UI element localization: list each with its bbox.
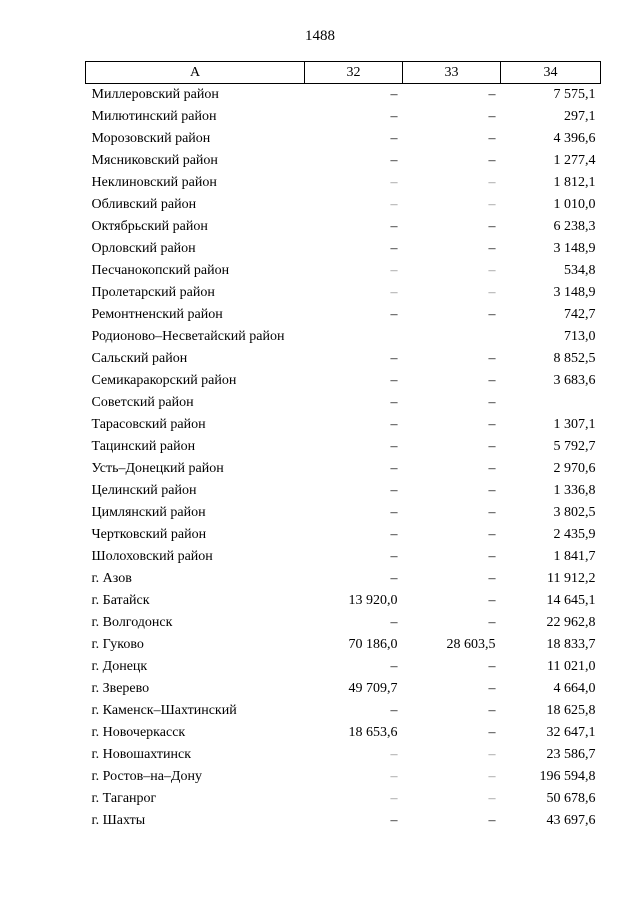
row-value-32-cell: –: [390, 747, 398, 762]
row-value-32-cell: 18 653,6: [348, 725, 398, 740]
row-name-cell: г. Азов: [91, 571, 132, 586]
row-name-cell: г. Ростов–на–Дону: [91, 769, 202, 784]
table-row: [86, 172, 601, 194]
data-table: [85, 61, 601, 832]
row-name-cell: г. Новошахтинск: [91, 747, 192, 762]
row-value-32-cell: –: [390, 351, 398, 366]
table-row: [86, 722, 601, 744]
row-name-cell: г. Новочеркасск: [91, 725, 186, 740]
row-name-cell: г. Зверево: [91, 681, 150, 696]
row-value-34-cell: 3 683,6: [553, 373, 596, 388]
row-value-34-cell: 4 664,0: [553, 681, 596, 696]
row-name-cell: г. Донецк: [91, 659, 148, 674]
row-value-32-cell: –: [390, 791, 398, 806]
row-value-34-cell: 4 396,6: [553, 131, 596, 146]
table-row: [86, 700, 601, 722]
row-name-cell: Милютинский район: [91, 109, 217, 124]
row-value-34-cell: 1 307,1: [553, 417, 596, 432]
row-value-34-cell: 2 435,9: [553, 527, 596, 542]
row-value-33-cell: –: [488, 263, 496, 278]
row-name-cell: Морозовский район: [91, 131, 211, 146]
row-value-33-cell: –: [488, 681, 496, 696]
row-value-34-cell: 1 841,7: [553, 549, 596, 564]
row-value-34-cell: 2 970,6: [553, 461, 596, 476]
row-value-34-cell: 742,7: [564, 307, 596, 322]
column-header-34: 34: [501, 62, 601, 84]
row-name-cell: Мясниковский район: [91, 153, 218, 168]
row-value-32-cell: 13 920,0: [348, 593, 398, 608]
row-value-33-cell: –: [488, 791, 496, 806]
row-name-cell: г. Волгодонск: [91, 615, 173, 630]
table-row: [86, 304, 601, 326]
row-value-34-cell: 3 802,5: [553, 505, 596, 520]
row-value-33-cell: –: [488, 769, 496, 784]
column-header-33: 33: [403, 62, 501, 84]
row-value-34-cell: 18 833,7: [546, 637, 596, 652]
table-row: [86, 634, 601, 656]
table-row: [86, 546, 601, 568]
row-value-34-cell: 5 792,7: [553, 439, 596, 454]
row-name-cell: Усть–Донецкий район: [91, 461, 224, 476]
row-value-32-cell: –: [390, 527, 398, 542]
row-value-32-cell: –: [390, 131, 398, 146]
table-header-row: [86, 62, 601, 84]
table-row: [86, 84, 601, 107]
row-name-cell: Советский район: [91, 395, 194, 410]
row-value-33-cell: –: [488, 527, 496, 542]
row-value-34-cell: 32 647,1: [546, 725, 596, 740]
table-body: [86, 84, 601, 833]
row-value-34-cell: 1 812,1: [553, 175, 596, 190]
table-row: [86, 238, 601, 260]
table-row: [86, 590, 601, 612]
row-value-33-cell: –: [488, 153, 496, 168]
row-name-cell: Миллеровский район: [91, 87, 219, 102]
row-value-33-cell: –: [488, 483, 496, 498]
row-value-33-cell: –: [488, 659, 496, 674]
row-value-32-cell: –: [390, 395, 398, 410]
row-value-34-cell: 3 148,9: [553, 241, 596, 256]
row-value-33-cell: [403, 326, 501, 348]
row-value-32-cell: –: [390, 769, 398, 784]
row-value-32-cell: –: [390, 659, 398, 674]
row-value-33-cell: –: [488, 109, 496, 124]
column-header-32: 32: [305, 62, 403, 84]
row-name-cell: Тарасовский район: [91, 417, 206, 432]
table-row: [86, 348, 601, 370]
row-value-33-cell: –: [488, 307, 496, 322]
row-value-32-cell: –: [390, 813, 398, 828]
row-value-32-cell: –: [390, 109, 398, 124]
column-header-a: А: [86, 62, 305, 84]
row-value-33-cell: –: [488, 461, 496, 476]
row-value-33-cell: –: [488, 87, 496, 102]
row-name-cell: Семикаракорский район: [91, 373, 237, 388]
row-value-33-cell: –: [488, 351, 496, 366]
table-row: [86, 656, 601, 678]
table-row: [86, 106, 601, 128]
table-row: [86, 458, 601, 480]
row-value-34-cell: 11 912,2: [547, 571, 596, 586]
row-value-33-cell: –: [488, 505, 496, 520]
row-value-33-cell: –: [488, 219, 496, 234]
row-value-34-cell: 23 586,7: [546, 747, 596, 762]
table-row: [86, 766, 601, 788]
row-name-cell: Чертковский район: [91, 527, 207, 542]
row-value-32-cell: 49 709,7: [348, 681, 398, 696]
table-row: [86, 370, 601, 392]
row-value-32-cell: –: [390, 87, 398, 102]
row-value-33-cell: –: [488, 131, 496, 146]
row-value-33-cell: –: [488, 813, 496, 828]
row-name-cell: Тацинский район: [91, 439, 196, 454]
row-value-32-cell: –: [390, 219, 398, 234]
row-value-34-cell: [501, 392, 601, 414]
row-value-32-cell: 70 186,0: [348, 637, 398, 652]
row-name-cell: Шолоховский район: [91, 549, 213, 564]
table-row: [86, 436, 601, 458]
table-row: [86, 524, 601, 546]
row-value-33-cell: –: [488, 285, 496, 300]
row-name-cell: Ремонтненский район: [91, 307, 223, 322]
row-value-34-cell: 14 645,1: [546, 593, 596, 608]
row-value-34-cell: 196 594,8: [539, 769, 596, 784]
row-value-33-cell: –: [488, 615, 496, 630]
row-name-cell: г. Батайск: [91, 593, 150, 608]
row-value-32-cell: –: [390, 373, 398, 388]
row-value-32-cell: –: [390, 505, 398, 520]
row-value-34-cell: 7 575,1: [553, 87, 596, 102]
row-value-33-cell: –: [488, 571, 496, 586]
row-value-33-cell: –: [488, 197, 496, 212]
row-value-34-cell: 11 021,0: [547, 659, 596, 674]
row-name-cell: г. Гуково: [91, 637, 144, 652]
table-row: [86, 568, 601, 590]
row-value-32-cell: –: [390, 549, 398, 564]
row-value-32-cell: –: [390, 285, 398, 300]
row-value-34-cell: 3 148,9: [553, 285, 596, 300]
row-value-32-cell: –: [390, 461, 398, 476]
row-name-cell: г. Шахты: [91, 813, 146, 828]
row-name-cell: г. Таганрог: [91, 791, 157, 806]
row-name-cell: Обливский район: [91, 197, 197, 212]
row-value-33-cell: –: [488, 593, 496, 608]
table-row: [86, 810, 601, 832]
row-name-cell: Цимлянский район: [91, 505, 206, 520]
row-value-32-cell: –: [390, 263, 398, 278]
table-row: [86, 128, 601, 150]
row-value-33-cell: –: [488, 373, 496, 388]
row-value-32-cell: –: [390, 197, 398, 212]
table-row: [86, 194, 601, 216]
table-row: [86, 788, 601, 810]
row-value-34-cell: 1 336,8: [553, 483, 596, 498]
row-value-33-cell: –: [488, 703, 496, 718]
row-value-34-cell: 18 625,8: [546, 703, 596, 718]
row-value-34-cell: 1 277,4: [553, 153, 596, 168]
table-row: [86, 260, 601, 282]
table-row: [86, 414, 601, 436]
row-value-34-cell: 50 678,6: [546, 791, 596, 806]
row-name-cell: Орловский район: [91, 241, 196, 256]
row-value-34-cell: 534,8: [564, 263, 596, 278]
row-name-cell: Целинский район: [91, 483, 197, 498]
row-value-34-cell: 713,0: [564, 329, 596, 344]
row-name-cell: Песчанокопский район: [91, 263, 230, 278]
row-value-34-cell: 297,1: [564, 109, 596, 124]
row-value-33-cell: –: [488, 241, 496, 256]
row-value-34-cell: 1 010,0: [553, 197, 596, 212]
table-row: [86, 744, 601, 766]
row-value-32-cell: –: [390, 703, 398, 718]
table-row: [86, 326, 601, 348]
row-value-32-cell: –: [390, 483, 398, 498]
row-name-cell: Сальский район: [91, 351, 188, 366]
table-row: [86, 150, 601, 172]
table-row: [86, 480, 601, 502]
row-value-33-cell: –: [488, 747, 496, 762]
table-row: [86, 612, 601, 634]
table-row: [86, 216, 601, 238]
row-value-33-cell: 28 603,5: [446, 637, 496, 652]
row-name-cell: Пролетарский район: [91, 285, 215, 300]
row-value-33-cell: –: [488, 439, 496, 454]
table-row: [86, 282, 601, 304]
table-row: [86, 392, 601, 414]
row-value-33-cell: –: [488, 417, 496, 432]
row-value-32-cell: –: [390, 241, 398, 256]
row-value-33-cell: –: [488, 549, 496, 564]
row-value-32-cell: [305, 326, 403, 348]
row-value-32-cell: –: [390, 571, 398, 586]
row-name-cell: Родионово–Несветайский район: [91, 329, 285, 344]
row-value-33-cell: –: [488, 175, 496, 190]
table-row: [86, 678, 601, 700]
row-value-34-cell: 43 697,6: [546, 813, 596, 828]
row-value-32-cell: –: [390, 439, 398, 454]
row-value-32-cell: –: [390, 307, 398, 322]
page-number: 1488: [305, 28, 335, 44]
row-name-cell: Неклиновский район: [91, 175, 217, 190]
row-value-32-cell: –: [390, 175, 398, 190]
row-value-32-cell: –: [390, 615, 398, 630]
row-value-34-cell: 6 238,3: [553, 219, 596, 234]
row-value-33-cell: –: [488, 395, 496, 410]
row-value-34-cell: 22 962,8: [546, 615, 596, 630]
table-row: [86, 502, 601, 524]
row-name-cell: г. Каменск–Шахтинский: [91, 703, 237, 718]
row-value-34-cell: 8 852,5: [553, 351, 596, 366]
row-value-33-cell: –: [488, 725, 496, 740]
row-value-32-cell: –: [390, 153, 398, 168]
row-value-32-cell: –: [390, 417, 398, 432]
row-name-cell: Октябрьский район: [91, 219, 208, 234]
